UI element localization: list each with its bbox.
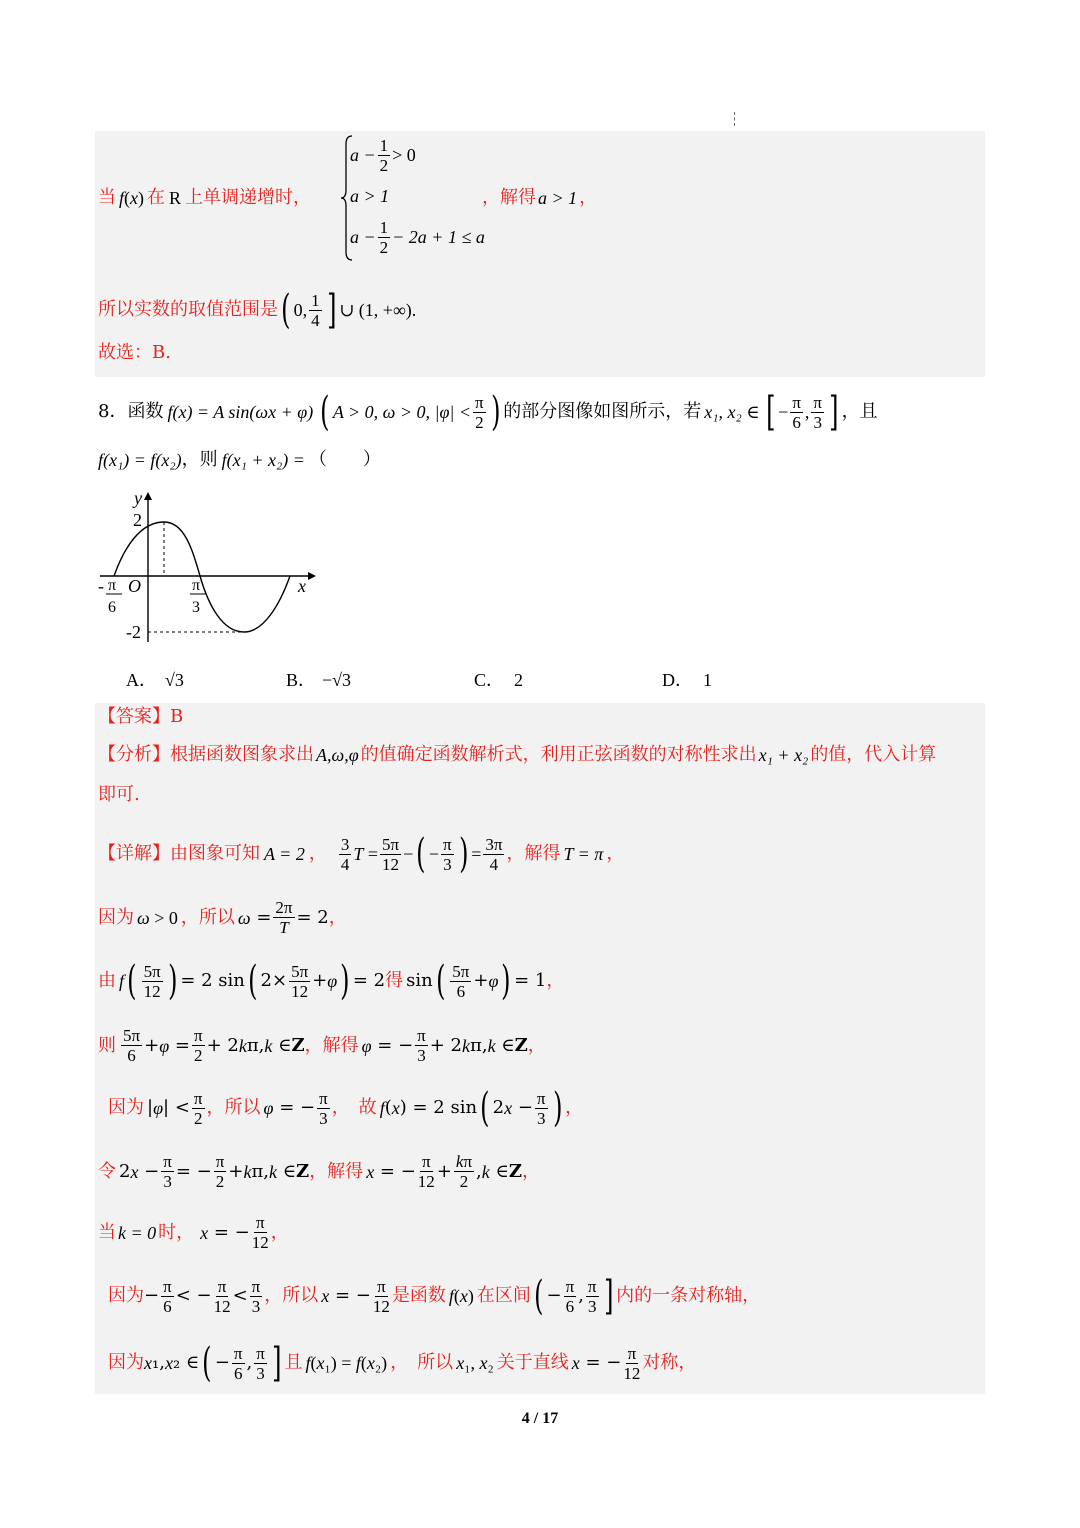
- neg-pi-label: π: [108, 577, 117, 594]
- neg-sign: -: [98, 576, 104, 596]
- choice-line: 故选：B.: [98, 342, 171, 363]
- detail-line-9: 因为 x ₁, x ₂ ∈ ( − $\frac{\pi}{6}$ , $\frac{\pi}{3}$ ] 且 f(x₁) = f(x₂) ， 所以 x₁, x₂ 关于直线 x = − $\frac{\pi}{12}$ 对称，: [108, 1340, 697, 1386]
- option-d: D． 1: [662, 670, 712, 690]
- detail-line-6: 令 2 x − $\frac{\pi}{3}$ = − $\frac{\pi}{2}$ + k π, k ∈ Z ，解得 x = − $\frac{\pi}{12}$ + $\frac{k\pi}{2}$ , k ∈ Z ，: [98, 1152, 540, 1191]
- x-label: x: [298, 576, 306, 596]
- detail-line-8: 因为 − $\frac{\pi}{6}$ < − $\frac{\pi}{12}$ < $\frac{\pi}{3}$ ，所以 x = − $\frac{\pi}{12}$ 是函数 f(x) 在区间 ( − $\frac{\pi}{6}$ , $\frac{\pi}{3}$ ] 内的一条对称轴，: [108, 1273, 761, 1319]
- solve-result: ，解得 a > 1 ，: [482, 187, 598, 208]
- question-8-line1: 8．函数 f(x) = A sin(ωx + φ) ( A > 0, ω > 0, |φ| < $\frac{\pi}{2}$ ) 的部分图像如图所示，若 x₁, x₂ ∈ [ − $\frac{\pi}{6}$ , $\frac{\pi}{3}$ ] ，且: [98, 389, 878, 435]
- analysis-line: 【分析】 根据函数图象求出 A,ω,φ 的值确定函数解析式，利用正弦函数的对称性求出 x₁ + x₂ 的值，代入计算: [98, 744, 937, 765]
- analysis-cont: 即可.: [98, 784, 140, 805]
- margin-mark: [734, 112, 735, 126]
- x-axis-arrow: [308, 572, 316, 580]
- y-label: y: [134, 488, 142, 508]
- neg-six-label: 6: [108, 599, 116, 616]
- system-row-3: a − $\frac{1}{2}$ − 2a + 1 ≤ a: [350, 218, 485, 257]
- option-b: B． −√3: [286, 670, 352, 690]
- detail-line-5: 因为 | φ | < $\frac{\pi}{2}$ ，所以 φ = − $\frac{\pi}{3}$ ， 故 f ( x ) = 2 sin ( 2 x − $\frac{\pi}{3}$ ) ，: [108, 1085, 584, 1131]
- option-c: C． 2: [474, 670, 524, 690]
- solution-block-prev: [95, 131, 985, 377]
- y-axis-arrow: [144, 492, 152, 500]
- detail-line-2: 因为 ω > 0 ，所以 ω = $\frac{2\pi}{T}$ = 2 ，: [98, 898, 347, 937]
- detail-line-4: 则 $\frac{5\pi}{6}$ + φ = $\frac{\pi}{2}$ + 2 k π, k ∈ Z ，解得 φ = − $\frac{\pi}{3}$ + 2 k π, k ∈ Z ，: [98, 1026, 546, 1065]
- detail-line-7: 当 k = 0 时， x = − $\frac{\pi}{12}$ ，: [98, 1213, 289, 1252]
- sine-graph: [96, 486, 326, 646]
- three-label: 3: [192, 599, 200, 616]
- page-number: 4 / 17: [521, 1410, 559, 1427]
- answer-label: 【答案】B: [98, 706, 184, 727]
- monotonic-line: 当 f(x) 在 R 上单调递增时，: [98, 187, 312, 208]
- system-row-2: a > 1: [350, 186, 390, 206]
- question-8-line2: f(x₁) = f(x₂) ，则 f(x₁ + x₂) = （ ）: [98, 449, 381, 470]
- detail-line-3: 由 f ( $\frac{5\pi}{12}$ ) = 2 sin ( 2× $\frac{5\pi}{12}$ + φ ) = 2 得 sin ( $\frac{5\pi}{6}$ + φ ) = 1 ，: [98, 958, 565, 1004]
- range-line: 所以实数的取值范围是 ( 0, $\frac{1}{4}$ ] ∪ (1, +∞) .: [98, 287, 417, 333]
- system-row-1: a − $\frac{1}{2}$ > 0: [350, 136, 416, 175]
- detail-line-1: 【详解】 由图象可知 A = 2 ， $\frac{3}{4}$ T = $\frac{5\pi}{12}$ − ( − $\frac{\pi}{3}$ ) = $\frac{3\pi}{4}$ ，解得 T = π ，: [98, 831, 625, 877]
- pi-third-label: π: [192, 577, 201, 594]
- y-max-label: 2: [133, 510, 142, 530]
- option-a: A． √3: [126, 670, 184, 690]
- y-min-label: -2: [126, 622, 141, 642]
- origin-label: O: [128, 576, 141, 596]
- inequality-system: [340, 134, 490, 262]
